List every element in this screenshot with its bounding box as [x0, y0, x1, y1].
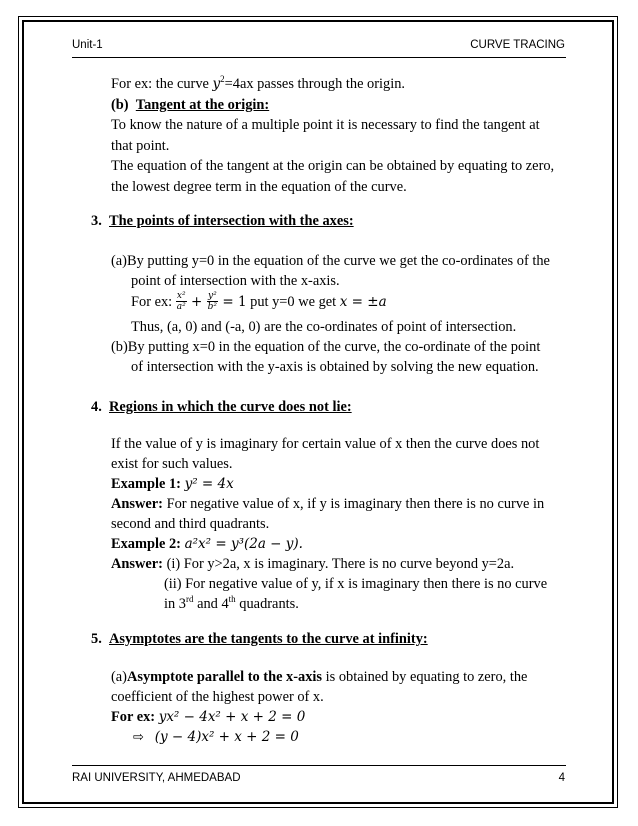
text: in 3: [164, 596, 186, 612]
header-title: CURVE TRACING: [470, 39, 565, 51]
section-4-heading: [91, 398, 352, 416]
numerator: y²: [208, 291, 217, 302]
fraction-y: [207, 291, 218, 312]
thus-line: Thus, (a, 0) and (-a, 0) are the co-ordinates of point of intersection.: [131, 319, 517, 335]
for-example-asymptote: [111, 708, 305, 726]
s4-para-l1: If the value of y is imaginary for certain value of x then the curve does not: [111, 436, 540, 452]
sup: th: [228, 594, 236, 605]
title: Asymptotes are the tangents to the curve at infinity:: [109, 631, 428, 647]
text: For ex: the curve: [111, 76, 213, 92]
label: (a): [111, 669, 127, 685]
denominator: a²: [176, 302, 186, 313]
title: Regions in which the curve does not lie:: [109, 399, 352, 415]
numerator: x²: [176, 291, 186, 302]
answer-2-l1: [111, 555, 514, 573]
s5a-l1: [111, 668, 527, 686]
text: (i) For y>2a, x is imaginary. There is no curve beyond y=2a.: [162, 556, 515, 572]
s5a-l2: coefficient of the highest power of x.: [111, 689, 324, 705]
section-5-heading: [91, 630, 428, 648]
label: Answer:: [111, 556, 163, 572]
s3b-l1: [111, 338, 540, 356]
label: (b): [111, 339, 128, 355]
footer-university: RAI UNIVERSITY, AHMEDABAD: [72, 772, 241, 784]
math: = 1: [218, 294, 247, 310]
title: The points of intersection with the axes:: [109, 213, 354, 229]
section-3-heading: [91, 212, 354, 230]
label: (b): [111, 97, 129, 113]
text: put y=0 we get: [246, 294, 340, 310]
text: quadrants.: [235, 596, 299, 612]
example-1: [111, 475, 234, 493]
number: 4.: [91, 399, 102, 415]
example-2: [111, 535, 303, 553]
sup: rd: [186, 594, 194, 605]
s3a-l2: point of intersection with the x-axis.: [131, 273, 340, 289]
text: is obtained by equating to zero, the: [322, 669, 528, 685]
example-ellipse: [131, 293, 387, 312]
math: a²x² = y³(2a − y).: [184, 536, 303, 552]
implies-arrow-icon: ⇨: [133, 730, 144, 745]
footer-rule: [72, 765, 566, 766]
subheading-tangent: [111, 96, 269, 114]
math: y² = 4x: [184, 476, 234, 492]
para-equation-l2: the lowest degree term in the equation of the curve.: [111, 179, 407, 195]
text: For negative value of x, if y is imaginary then there is no curve in: [162, 496, 545, 512]
text: For ex:: [131, 294, 176, 310]
math: x = ±a: [339, 294, 387, 310]
label: For ex:: [111, 709, 159, 725]
answer-2-l3: [164, 595, 299, 613]
label: Example 1:: [111, 476, 185, 492]
header-rule: [72, 57, 566, 58]
bold-term: Asymptote parallel to the x-axis: [126, 669, 323, 685]
line-example-curve: [111, 75, 405, 93]
s3a-l1: [111, 252, 550, 270]
header-unit: Unit-1: [72, 39, 103, 51]
text: By putting y=0 in the equation of the curve we get the co-ordinates of the: [126, 253, 550, 269]
text: By putting x=0 in the equation of the curve, the co-ordinate of the point: [127, 339, 541, 355]
math: (y − 4)x² + x + 2 = 0: [154, 729, 299, 745]
number: 3.: [91, 213, 102, 229]
title: Tangent at the origin:: [135, 97, 270, 113]
answer-1-l1: [111, 495, 544, 513]
number: 5.: [91, 631, 102, 647]
implication-step: [133, 728, 299, 747]
answer-1-l2: second and third quadrants.: [111, 516, 270, 532]
sup: 2: [220, 74, 225, 85]
denominator: b²: [207, 302, 218, 313]
para-tangent-l2: that point.: [111, 138, 170, 154]
fraction-x: [176, 291, 187, 312]
para-tangent-l1: To know the nature of a multiple point it is necessary to find the tangent at: [111, 117, 540, 133]
math: y: [212, 76, 221, 92]
label: Answer:: [111, 496, 163, 512]
label: (a): [111, 253, 127, 269]
page-number: 4: [558, 772, 565, 784]
s3b-l2: of intersection with the y-axis is obtained by solving the new equation.: [131, 359, 539, 375]
text: =4ax passes through the origin.: [224, 76, 406, 92]
math: yx² − 4x² + x + 2 = 0: [158, 709, 306, 725]
s4-para-l2: exist for such values.: [111, 456, 233, 472]
answer-2-l2: (ii) For negative value of y, if x is imaginary then there is no curve: [164, 576, 548, 592]
label: Example 2:: [111, 536, 185, 552]
text: and 4: [193, 596, 229, 612]
para-equation-l1: The equation of the tangent at the origin can be obtained by equating to zero,: [111, 158, 555, 174]
math: +: [186, 294, 207, 310]
